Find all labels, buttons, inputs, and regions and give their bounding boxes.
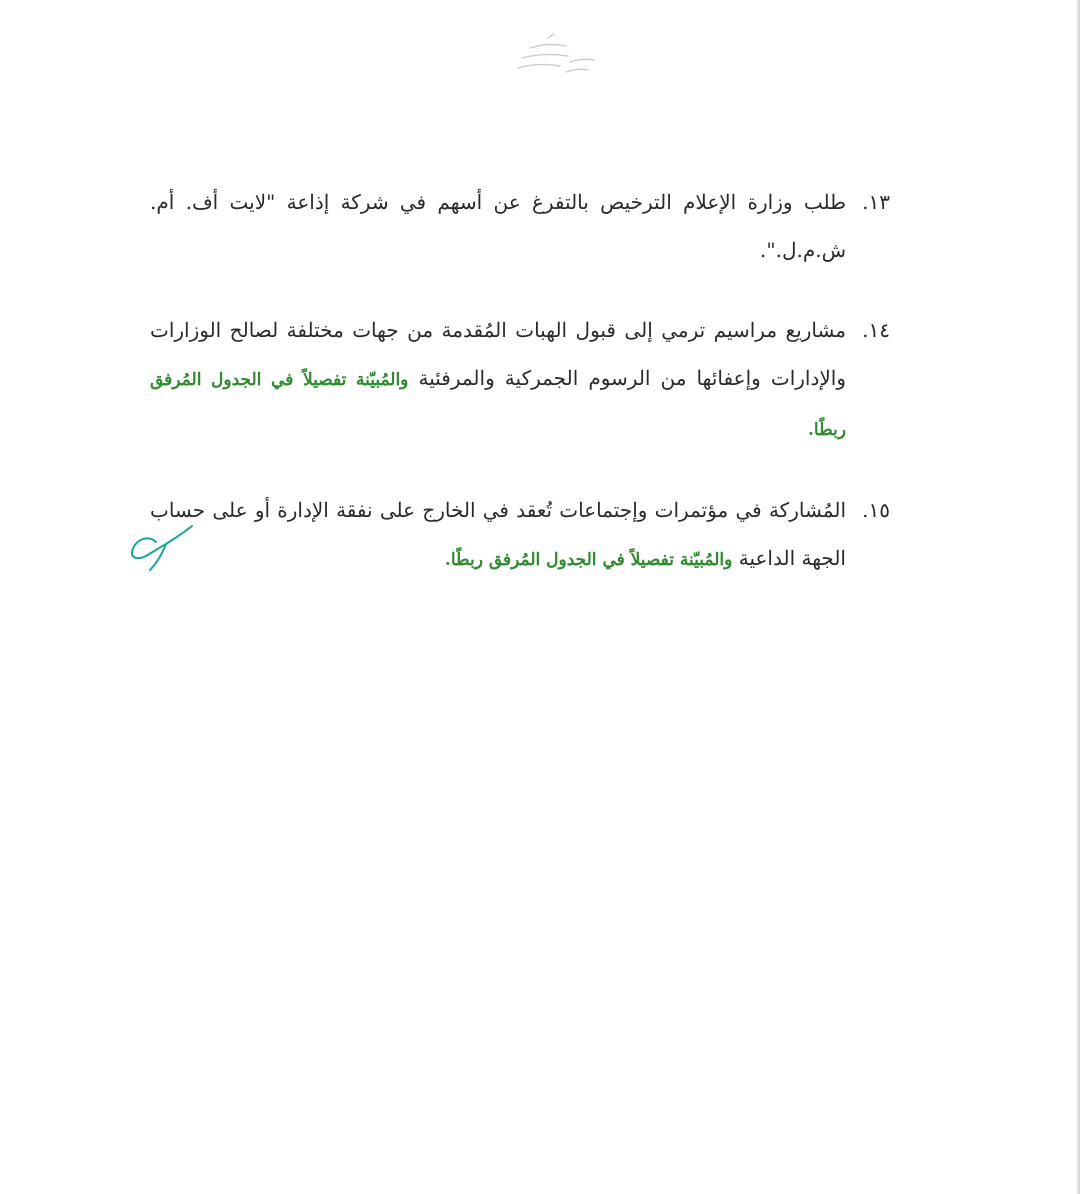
list-item [150, 486, 890, 584]
item-number: ١٥. [862, 498, 890, 522]
item-text: طلب وزارة الإعلام الترخيص بالتفرغ عن أسهم في شركة إذاعة "لايت أف. أم. ش.م.ل.". [150, 190, 846, 262]
item-number: ١٤. [862, 318, 890, 342]
item-text-block [150, 178, 846, 274]
item-highlight-text: والمُبيّنة تفصيلاً في الجدول المُرفق ربطًا. [444, 550, 733, 570]
item-text: مشاريع مراسيم ترمي إلى قبول الهبات المُقدمة من جهات مختلفة لصالح الوزارات والإدارات وإعفائها من الرسوم الجمركية والمرفئية [150, 318, 847, 390]
faint-stamp-mark [508, 28, 600, 80]
numbered-items-list [150, 178, 890, 616]
item-number: ١٣. [862, 190, 890, 214]
list-item [150, 178, 890, 274]
item-text: المُشاركة في مؤتمرات وإجتماعات تُعقد في الخارج على نفقة الإدارة أو على حساب الجهة الداعية [150, 498, 846, 570]
item-highlight-text: والمُبيّنة تفصيلاً في الجدول المُرفق ربطًا. [150, 370, 846, 440]
item-text-block [150, 486, 846, 584]
item-text-block [150, 306, 846, 454]
handwritten-signature [126, 520, 198, 574]
page-edge [1076, 0, 1080, 1194]
list-item [150, 306, 890, 454]
